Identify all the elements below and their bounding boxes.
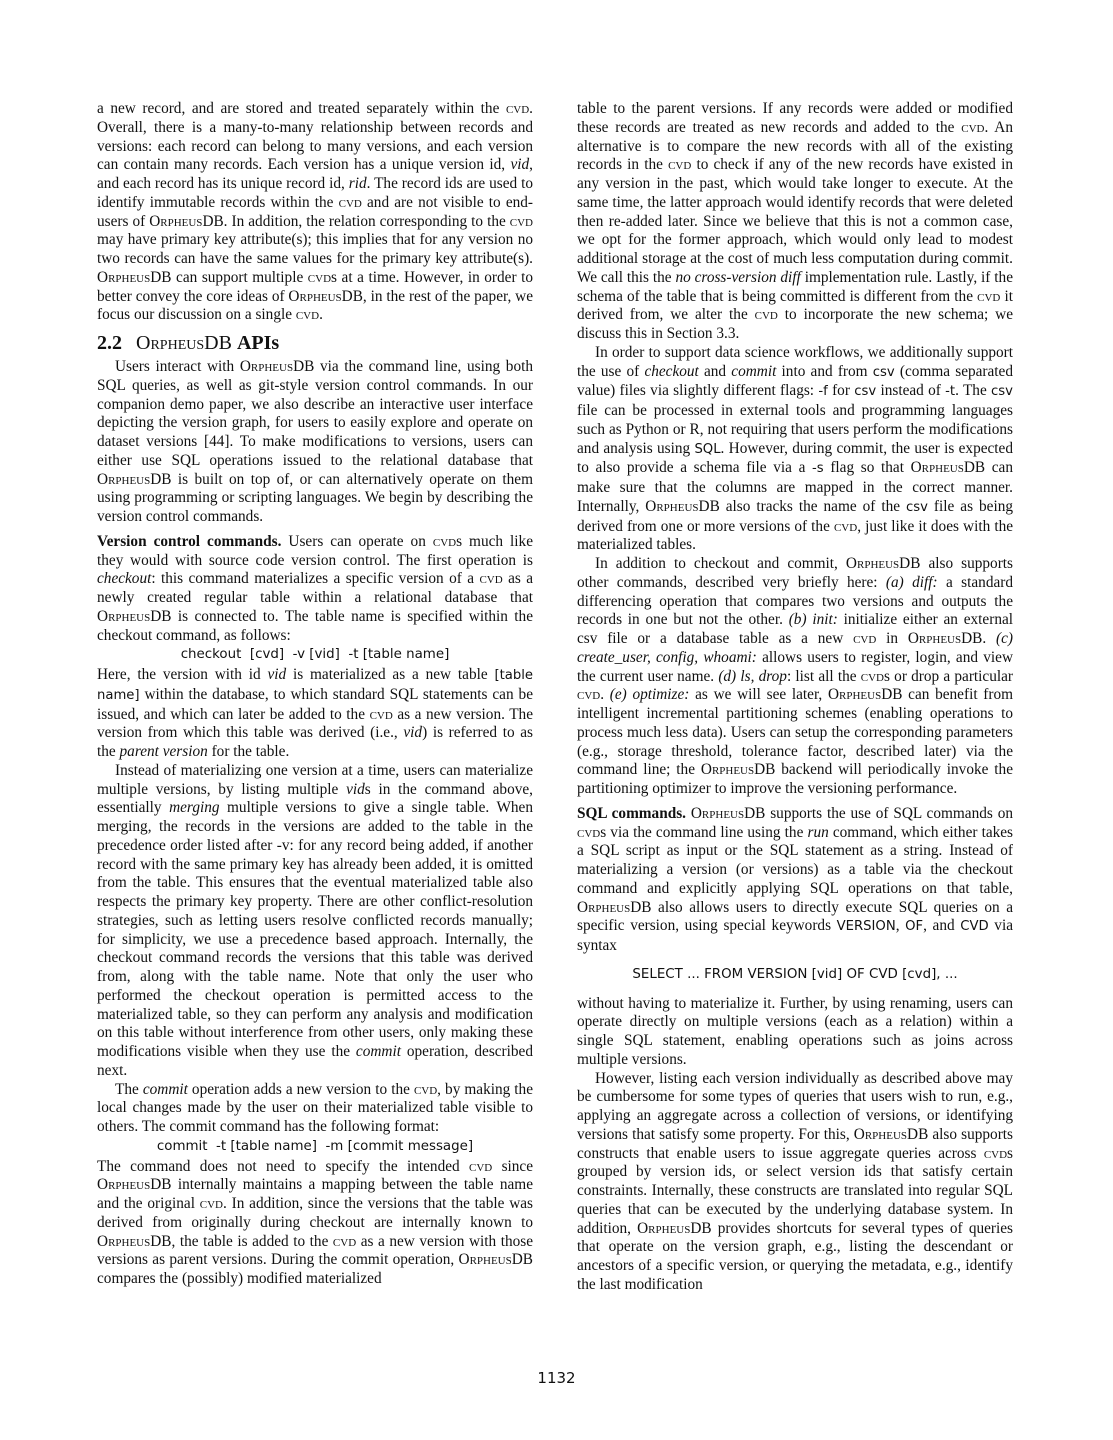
text-run: as a newly created regular table within a relational database that O: [97, 570, 534, 625]
paragraph: [577, 555, 1013, 799]
small-caps-text: cvd: [860, 667, 884, 685]
text-run: and: [698, 362, 732, 380]
sans-text: -f: [818, 384, 828, 400]
italic-text: checkout: [97, 570, 152, 588]
text-run: multiple versions to give a single table. When merging, the records in the versions are added to the table in the precedence order listed after -v: for any record being added, if another record with the same primary key has already been added, it is omitted from the table. This ensures that the eventual materialized table also respects the primary key property. There are other conflict-resolution strategies, such as letting users resolve conflicted records manually; for simplicity, we use a precedence based approach. Internally, the checkout command records the versions that this table was derived from, along with the table name. Note that only the user who performed the checkout operation is permitted access to the materialized table, so they can perform any analysis and modification on this table without interference from other users, only making these modifications visible when they use the: [97, 799, 533, 1060]
text-run: a standard differencing operation that compares two versions and outputs the records in one but not the other.: [577, 573, 1014, 629]
text-run: DB also tracks the name of the: [698, 497, 907, 515]
italic-text: vid: [346, 780, 365, 798]
text-run: . The: [955, 382, 992, 400]
text-run: since O: [97, 1157, 533, 1194]
italic-text: parent version: [119, 743, 208, 760]
text-run: DB can make sure that the columns are mapped in the correct manner. Internally, O: [577, 459, 1013, 515]
small-caps-text: cvd: [577, 686, 601, 704]
small-caps-text: rpheus: [839, 686, 882, 704]
sans-text: csv: [872, 364, 895, 380]
text-run: DB supports the use of SQL commands on: [744, 804, 1013, 822]
text-run: s in the command above, essentially: [97, 780, 533, 817]
section-number: 2.2: [97, 332, 122, 354]
text-run: The: [115, 1080, 143, 1098]
text-run: DB can support multiple: [150, 268, 308, 286]
small-caps-text: rpheus: [856, 555, 900, 572]
italic-text: (d) ls, drop: [718, 667, 787, 685]
text-run: Users interact with O: [115, 358, 251, 375]
text-run: DB. In addition, the relation corresponding to the: [202, 212, 510, 230]
text-run: s at a time. However, in order to better convey the core ideas of O: [97, 268, 533, 305]
bold-text: SQL commands.: [577, 804, 686, 822]
small-caps-text: cvd: [983, 1144, 1008, 1162]
section-title: [136, 332, 279, 354]
small-caps-text: cvd: [754, 306, 778, 324]
text-run: . In addition, since the versions that the table was derived from originally during checkout are internally known to O: [97, 1195, 533, 1250]
text-run: . Overall, there is a many-to-many relationship between records and versions: each record can belong to many versions, and each version can contain many records. Each version has a unique version id,: [97, 100, 533, 174]
text-run: DB.: [961, 630, 997, 647]
text-run: instead of: [876, 382, 946, 400]
paragraph: [577, 1070, 1013, 1295]
text-run: it derived from, we alter the: [577, 287, 1013, 324]
text-run: O: [686, 804, 702, 822]
small-caps-text: rpheus: [469, 1251, 512, 1269]
text-run: within the database, to which standard SQL statements can be issued, and which can later be added to the: [97, 685, 533, 723]
text-run: flag so that O: [823, 459, 922, 477]
text-run: file can be processed in external tools and programming languages such as Python or R, not requiring that users perform the modifications and analysis using: [577, 402, 1013, 457]
text-run: DB provides shortcuts for several types of queries that operate on the version graph, e.g., listing the descendant or ancestors of a specific version, or querying the metadata, e.g., identify the last modification: [577, 1219, 1013, 1293]
text-run: Instead of materializing one version at a time, users can materialize multiple versions, by listing multiple: [97, 761, 533, 798]
small-caps-text: cvd: [469, 1157, 493, 1175]
small-caps-text: rpheus: [108, 268, 151, 286]
text-run: DB can benefit from intelligent incremental partitioning schemes (enabling operations to process much less data). Users can setup the corresponding parameters (e.g., storage threshold, tolerance factor, described later) via the command line; the O: [577, 686, 1014, 779]
small-caps-text: rpheus: [160, 212, 203, 230]
text-run: O: [136, 332, 151, 354]
small-caps-text: rpheus: [918, 630, 962, 647]
small-caps-text: rpheus: [250, 358, 294, 375]
text-run: DB also supports constructs that enable users to issue aggregate queries across: [577, 1125, 1013, 1162]
text-run: without having to materialize it. Further, by using renaming, users can operate directly on multiple versions (each as a relation) within a single SQL statement, enabling operations such as joins across multiple versions.: [577, 994, 1013, 1068]
page-number: 1132: [537, 1369, 576, 1387]
text-run: DB, in the rest of the paper, we focus our discussion on a single: [97, 287, 533, 324]
small-caps-text: cvd: [977, 287, 1001, 305]
text-run: Here, the version with id: [97, 666, 268, 683]
paragraph: [97, 666, 533, 762]
text-run: s or drop a particular: [884, 667, 1014, 685]
text-run: s via the command line using the: [600, 823, 808, 841]
text-run: .: [319, 306, 323, 324]
text-run: DB: [204, 332, 237, 354]
small-caps-text: rpheus: [299, 287, 342, 305]
command-syntax: commit -t [table name] -m [commit message]: [156, 1138, 474, 1154]
small-caps-text: cvd: [479, 570, 503, 588]
text-run: : this command materializes a specific version of a: [151, 570, 480, 588]
small-caps-text: rpheus: [588, 898, 631, 916]
text-run: for: [827, 382, 855, 400]
small-caps-text: rpheus: [108, 1176, 151, 1194]
small-caps-text: cvd: [413, 1080, 438, 1098]
text-run: command, which either takes a SQL script as input or the SQL statement as a string. Instead of materializing a version (or versions) as a table via the checkout command and explicitly applying SQL operations on that table, O: [577, 823, 1014, 916]
small-caps-text: cvd: [853, 630, 877, 647]
small-caps-text: cvd: [961, 118, 985, 136]
text-run: may have primary key attribute(s); this implies that for any version no two records can have the same values for the primary key attribute(s). O: [97, 231, 533, 286]
text-run: file as being derived from one or more versions of the: [577, 497, 1013, 535]
italic-text: run: [807, 823, 829, 841]
small-caps-text: cvd: [505, 100, 530, 117]
italic-text: no cross-version diff: [675, 268, 801, 286]
text-run: a new record, and are stored and treated separately within the: [97, 100, 506, 117]
sans-text: VERSION: [836, 919, 896, 935]
text-run: (comma separated value) files via slightly different flags:: [577, 362, 1013, 400]
italic-text: vid: [403, 724, 423, 742]
italic-text: (e) optimize:: [609, 686, 690, 704]
paragraph: [97, 1158, 533, 1289]
text-run: . However, during commit, the user is expected to also provide a schema file via a: [577, 439, 1013, 477]
small-caps-text: rpheus: [656, 497, 699, 515]
sans-text: -t: [945, 384, 956, 400]
paragraph: [577, 344, 1013, 555]
italic-text: rid: [348, 175, 367, 192]
small-caps-text: cvd: [332, 1232, 357, 1250]
command-syntax: SELECT ... FROM VERSION [vid] OF CVD [cvd], ...: [632, 966, 958, 982]
text-run: ) is referred to as the: [97, 724, 533, 760]
sans-text: [table name]: [97, 668, 533, 703]
right-column: [577, 100, 1013, 1295]
text-run: The command does not need to specify the intended: [97, 1157, 469, 1175]
italic-text: vid: [510, 156, 530, 174]
italic-text: commit: [355, 1043, 401, 1060]
text-run: ,: [895, 917, 906, 935]
text-run: DB via the command line, using both SQL queries, as well as git-style version control commands. In our companion demo paper, we also describe an interactive user interface depicting the version graph, for users to easily explore and operate on dataset versions [44]. To make modifications to versions, users can either use SQL operations issued to the relational database that O: [97, 358, 534, 488]
bold-text: Version control commands.: [97, 532, 282, 550]
italic-text: commit: [142, 1080, 188, 1098]
paragraph: [577, 805, 1013, 956]
text-run: DB is connected to. The table name is specified within the checkout command, as follows:: [97, 607, 533, 644]
text-run: into and from: [776, 362, 873, 380]
sans-text: CVD: [960, 919, 989, 935]
small-caps-text: cvd: [509, 212, 533, 230]
text-run: to check if any of the new records have existed in any version in the past, which would take longer to execute. At the same time, the latter approach would identify records that were deleted then re-added later. Since we believe that this is not a common case, we opt for the former approach, which would only lead to modest additional storage at the cost of much less computation during commit. We call this the: [577, 156, 1013, 286]
text-run: DB internally maintains a mapping between the table name and the original: [97, 1176, 533, 1212]
left-column: [97, 100, 533, 1289]
sans-text: csv: [991, 384, 1013, 400]
paragraph: [577, 995, 1013, 1070]
sans-text: csv: [854, 384, 877, 400]
text-run: s grouped by version ids, or select version ids that satisfy certain constraints. Internally, these constructs are translated into regular SQL queries that can be executed by the underlying database system. In addition, O: [577, 1144, 1013, 1237]
text-run: implementation rule. Lastly, if the schema of the table that is being committed is different from the: [577, 268, 1013, 305]
small-caps-text: cvd: [369, 705, 393, 723]
command-syntax: checkout [cvd] -v [vid] -t [table name]: [180, 647, 450, 663]
small-caps-text: rpheus: [150, 332, 205, 354]
italic-text: merging: [169, 799, 220, 817]
sans-text: OF: [905, 919, 924, 935]
section-heading: [97, 331, 533, 355]
text-run: is materialized as a new table: [286, 666, 495, 683]
text-run: operation, described next.: [97, 1043, 533, 1079]
sans-text: csv: [906, 499, 928, 515]
text-run: DB is built on top of, or can alternatively operate on them using programming or scripting languages. We begin by describing the version control commands.: [97, 470, 533, 525]
text-run: : list all the: [786, 667, 861, 685]
italic-text: checkout: [644, 362, 699, 380]
text-run: However, listing each version individually as described above may be cumbersome for some types of queries that users wish to run, e.g., applying an aggregate across a collection of versions, or identifying versions that satisfy some property. For this, O: [577, 1069, 1013, 1143]
text-run: via syntax: [577, 917, 1013, 954]
bold-text: APIs: [236, 332, 280, 354]
text-run: In addition to checkout and commit, O: [595, 555, 857, 572]
paragraph: [577, 100, 1013, 344]
text-run: In order to support data science workflows, we additionally support the use of: [577, 343, 1013, 380]
text-run: for the table.: [207, 743, 290, 760]
small-caps-text: cvd: [307, 268, 332, 286]
italic-text: commit: [731, 362, 777, 380]
text-run: Users can operate on: [281, 532, 433, 550]
small-caps-text: rpheus: [108, 1232, 151, 1250]
text-run: DB backend will periodically invoke the partitioning optimizer to improve the versioning performance.: [577, 761, 1013, 797]
italic-text: vid: [267, 666, 287, 683]
text-run: , just like it does with the materialized tables.: [577, 517, 1014, 554]
text-run: . An alternative is to compare the new records with all of the existing records in the: [577, 118, 1014, 174]
small-caps-text: cvd: [199, 1195, 223, 1212]
text-run: initialize either an external csv file or a database table as a new: [577, 611, 1014, 647]
italic-text: (c) create_user, config, whoami:: [577, 630, 1013, 666]
text-run: as a new version. The version from which this table was derived (i.e.,: [97, 705, 533, 742]
paragraph: [97, 533, 533, 646]
text-run: , and: [923, 917, 961, 935]
text-run: DB also supports other commands, described very briefly here:: [577, 555, 1014, 591]
text-run: allows users to register, login, and view the current user name.: [577, 648, 1013, 685]
small-caps-text: cvd: [668, 156, 692, 174]
paragraph: [97, 358, 533, 527]
italic-text: (a) diff:: [885, 573, 938, 591]
small-caps-text: rpheus: [701, 804, 745, 822]
paragraph: [97, 762, 533, 1081]
text-run: as we will see later, O: [689, 686, 840, 704]
text-run: table to the parent versions. If any records were added or modified these records are treated as new records and added to the: [577, 100, 1013, 136]
text-run: , and each record has its unique record id,: [97, 156, 533, 192]
small-caps-text: rpheus: [108, 470, 151, 488]
text-run: .: [600, 686, 610, 704]
text-run: DB compares the (possibly) modified materialized: [97, 1251, 533, 1287]
italic-text: (b) init:: [788, 611, 838, 629]
text-run: operation adds a new version to the: [187, 1080, 414, 1098]
small-caps-text: cvd: [833, 517, 858, 535]
small-caps-text: cvd: [295, 306, 320, 324]
small-caps-text: rpheus: [648, 1219, 691, 1237]
small-caps-text: rpheus: [864, 1125, 908, 1143]
sans-text: -s: [812, 461, 824, 477]
small-caps-text: rpheus: [711, 761, 755, 779]
text-run: DB, the table is added to the: [150, 1232, 333, 1250]
text-run: to incorporate the new schema; we discuss this in Section 3.3.: [577, 306, 1013, 342]
text-run: as a new version with those versions as parent versions. During the commit operation, O: [97, 1232, 533, 1269]
sans-text: SQL: [694, 441, 721, 457]
paragraph: [97, 1081, 533, 1137]
text-run: DB also allows users to directly execute SQL queries on a specific version, using special keywords: [577, 898, 1013, 935]
small-caps-text: rpheus: [108, 607, 151, 625]
text-run: , by making the local changes made by the user on their materialized table visible to others. The commit command has the following format:: [97, 1080, 533, 1135]
small-caps-text: cvd: [577, 823, 601, 841]
text-run: . The record ids are used to identify immutable records within the: [97, 175, 533, 211]
text-run: s much like they would with source code version control. The first operation is: [97, 532, 533, 569]
small-caps-text: cvd: [432, 532, 457, 550]
paragraph: [97, 100, 533, 325]
small-caps-text: cvd: [338, 193, 362, 211]
text-run: and are not visible to end-users of O: [97, 193, 534, 230]
small-caps-text: rpheus: [921, 459, 964, 477]
text-run: in O: [876, 630, 919, 647]
